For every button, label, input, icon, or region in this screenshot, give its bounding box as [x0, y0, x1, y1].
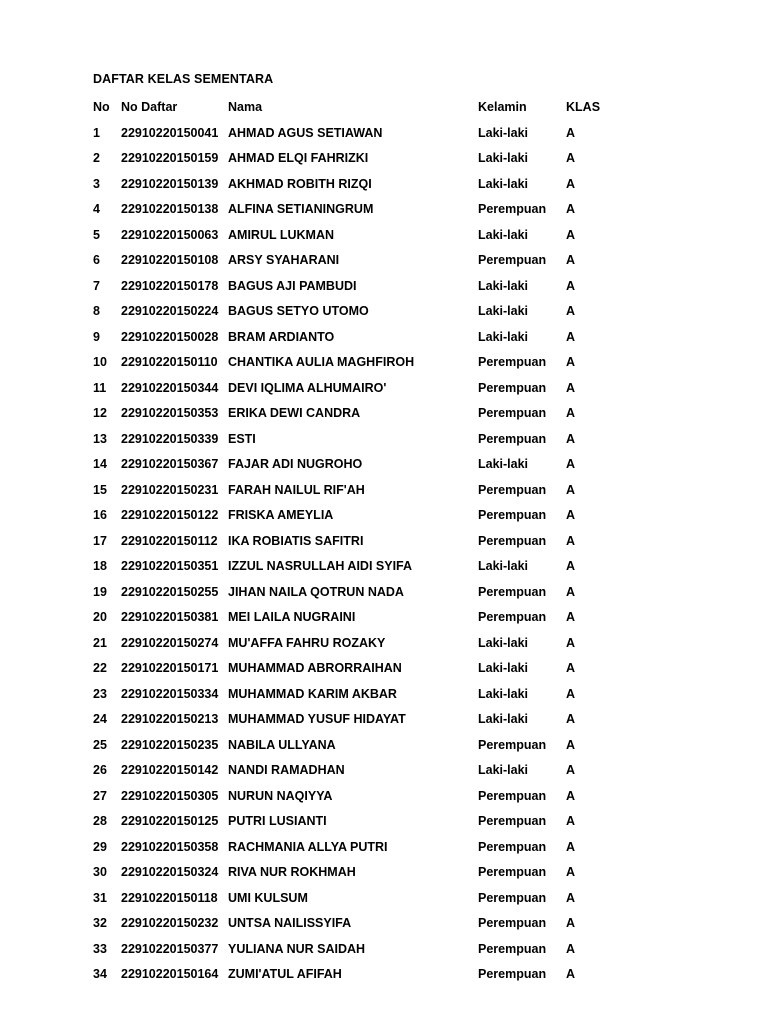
cell-no-daftar: 22910220150028	[121, 329, 219, 344]
cell-klas: A	[566, 967, 576, 981]
document-title: DAFTAR KELAS SEMENTARA	[93, 72, 274, 86]
cell-no: 11	[93, 380, 107, 395]
table-row	[93, 505, 653, 531]
cell-kelamin: Laki-laki	[478, 151, 529, 165]
table-row	[93, 352, 653, 378]
cell-klas: A	[566, 355, 576, 369]
cell-nama: ESTI	[228, 431, 256, 446]
cell-kelamin: Perempuan	[478, 916, 547, 930]
cell-nama: AKHMAD ROBITH RIZQI	[228, 176, 372, 191]
cell-kelamin: Perempuan	[478, 380, 547, 395]
table-row	[93, 301, 653, 327]
cell-kelamin: Perempuan	[478, 941, 547, 956]
table-row	[93, 633, 653, 659]
cell-no: 21	[93, 635, 107, 650]
cell-klas: A	[566, 253, 576, 267]
cell-kelamin: Perempuan	[478, 584, 547, 599]
cell-nama: FARAH NAILUL RIF'AH	[228, 482, 365, 497]
cell-nama: RIVA NUR ROKHMAH	[228, 865, 356, 879]
class-list-table	[93, 97, 653, 990]
cell-no: 33	[93, 941, 107, 956]
cell-no: 28	[93, 814, 107, 828]
header-kelamin: Kelamin	[478, 100, 527, 114]
cell-no-daftar: 22910220150110	[121, 355, 218, 369]
table-row	[93, 760, 653, 786]
cell-klas: A	[566, 202, 576, 216]
cell-kelamin: Laki-laki	[478, 329, 529, 344]
cell-klas: A	[566, 329, 576, 344]
cell-no: 19	[93, 584, 107, 599]
table-row	[93, 556, 653, 582]
cell-klas: A	[566, 712, 576, 726]
cell-nama: BRAM ARDIANTO	[228, 329, 335, 344]
cell-klas: A	[566, 941, 576, 956]
cell-kelamin: Laki-laki	[478, 661, 529, 675]
cell-no: 30	[93, 865, 107, 879]
table-row	[93, 837, 653, 863]
cell-klas: A	[566, 227, 576, 242]
cell-kelamin: Perempuan	[478, 890, 547, 905]
cell-klas: A	[566, 584, 576, 599]
cell-nama: DEVI IQLIMA ALHUMAIRO'	[228, 380, 387, 395]
cell-kelamin: Laki-laki	[478, 635, 529, 650]
cell-klas: A	[566, 661, 576, 675]
cell-no: 25	[93, 737, 107, 752]
cell-klas: A	[566, 686, 576, 701]
cell-nama: PUTRI LUSIANTI	[228, 814, 327, 828]
cell-nama: AHMAD AGUS SETIAWAN	[228, 125, 383, 140]
table-row	[93, 964, 653, 990]
cell-kelamin: Perempuan	[478, 814, 547, 828]
cell-kelamin: Laki-laki	[478, 712, 529, 726]
cell-nama: UMI KULSUM	[228, 890, 308, 905]
table-row	[93, 276, 653, 302]
cell-no-daftar: 22910220150351	[121, 559, 219, 573]
cell-no-daftar: 22910220150138	[121, 202, 219, 216]
cell-no-daftar: 22910220150339	[121, 431, 219, 446]
table-row	[93, 811, 653, 837]
cell-no: 26	[93, 763, 107, 777]
cell-no-daftar: 22910220150159	[121, 151, 219, 165]
cell-no-daftar: 22910220150334	[121, 686, 219, 701]
cell-no: 10	[93, 355, 107, 369]
header-no-daftar: No Daftar	[121, 100, 178, 114]
cell-nama: MEI LAILA NUGRAINI	[228, 610, 356, 624]
cell-no: 22	[93, 661, 107, 675]
table-row	[93, 862, 653, 888]
table-row	[93, 148, 653, 174]
cell-klas: A	[566, 304, 576, 318]
cell-no-daftar: 22910220150108	[121, 253, 219, 267]
table-row	[93, 480, 653, 506]
cell-nama: AMIRUL LUKMAN	[228, 227, 335, 242]
cell-nama: NABILA ULLYANA	[228, 737, 336, 752]
cell-kelamin: Laki-laki	[478, 278, 529, 293]
table-header-row	[93, 97, 653, 123]
cell-nama: MUHAMMAD KARIM AKBAR	[228, 686, 397, 701]
cell-kelamin: Perempuan	[478, 431, 547, 446]
cell-no-daftar: 22910220150063	[121, 227, 219, 242]
cell-nama: FAJAR ADI NUGROHO	[228, 457, 363, 471]
cell-nama: JIHAN NAILA QOTRUN NADA	[228, 584, 404, 599]
header-klas: KLAS	[566, 100, 601, 114]
cell-no-daftar: 22910220150274	[121, 635, 219, 650]
cell-nama: FRISKA AMEYLIA	[228, 508, 334, 522]
cell-klas: A	[566, 380, 576, 395]
header-no: No	[93, 100, 110, 114]
header-nama: Nama	[228, 100, 263, 114]
table-row	[93, 684, 653, 710]
cell-no-daftar: 22910220150118	[121, 890, 218, 905]
cell-klas: A	[566, 865, 576, 879]
cell-kelamin: Perempuan	[478, 610, 547, 624]
cell-no: 8	[93, 304, 100, 318]
cell-nama: ALFINA SETIANINGRUM	[228, 202, 374, 216]
cell-nama: UNTSA NAILISSYIFA	[228, 916, 352, 930]
cell-kelamin: Perempuan	[478, 533, 547, 548]
cell-no-daftar: 22910220150235	[121, 737, 219, 752]
cell-klas: A	[566, 839, 576, 854]
cell-no: 23	[93, 686, 107, 701]
cell-kelamin: Perempuan	[478, 355, 547, 369]
table-row	[93, 658, 653, 684]
cell-klas: A	[566, 278, 576, 293]
cell-nama: MUHAMMAD YUSUF HIDAYAT	[228, 712, 406, 726]
cell-no-daftar: 22910220150367	[121, 457, 219, 471]
table-row	[93, 531, 653, 557]
cell-no: 34	[93, 967, 107, 981]
cell-no: 18	[93, 559, 107, 573]
cell-kelamin: Laki-laki	[478, 227, 529, 242]
cell-no-daftar: 22910220150358	[121, 839, 219, 854]
cell-no: 4	[93, 202, 100, 216]
table-row	[93, 709, 653, 735]
cell-nama: CHANTIKA AULIA MAGHFIROH	[228, 355, 415, 369]
cell-klas: A	[566, 890, 576, 905]
cell-klas: A	[566, 788, 576, 803]
table-row	[93, 888, 653, 914]
cell-kelamin: Perempuan	[478, 482, 547, 497]
cell-no-daftar: 22910220150125	[121, 814, 219, 828]
cell-no-daftar: 22910220150122	[121, 508, 219, 522]
cell-nama: ERIKA DEWI CANDRA	[228, 406, 361, 420]
cell-no: 17	[93, 533, 107, 548]
cell-no-daftar: 22910220150213	[121, 712, 219, 726]
cell-no: 20	[93, 610, 107, 624]
cell-klas: A	[566, 431, 576, 446]
cell-klas: A	[566, 457, 576, 471]
table-row	[93, 939, 653, 965]
cell-kelamin: Perempuan	[478, 737, 547, 752]
cell-no: 24	[93, 712, 107, 726]
cell-kelamin: Laki-laki	[478, 457, 529, 471]
cell-no-daftar: 22910220150344	[121, 380, 219, 395]
cell-kelamin: Laki-laki	[478, 559, 529, 573]
cell-no: 27	[93, 788, 107, 803]
table-row	[93, 607, 653, 633]
cell-nama: ZUMI'ATUL AFIFAH	[228, 967, 342, 981]
cell-nama: IKA ROBIATIS SAFITRI	[228, 533, 364, 548]
cell-nama: AHMAD ELQI FAHRIZKI	[228, 151, 369, 165]
cell-klas: A	[566, 406, 576, 420]
table-row	[93, 250, 653, 276]
cell-no: 6	[93, 253, 100, 267]
cell-nama: ARSY SYAHARANI	[228, 253, 340, 267]
table-row	[93, 225, 653, 251]
cell-nama: MUHAMMAD ABRORRAIHAN	[228, 661, 402, 675]
cell-no-daftar: 22910220150164	[121, 967, 219, 981]
cell-no: 15	[93, 482, 107, 497]
cell-no-daftar: 22910220150232	[121, 916, 219, 930]
cell-nama: BAGUS SETYO UTOMO	[228, 304, 369, 318]
table-row	[93, 123, 653, 149]
cell-nama: BAGUS AJI PAMBUDI	[228, 278, 357, 293]
cell-nama: YULIANA NUR SAIDAH	[228, 941, 366, 956]
cell-kelamin: Perempuan	[478, 967, 547, 981]
cell-klas: A	[566, 916, 576, 930]
cell-no-daftar: 22910220150224	[121, 304, 219, 318]
table-row	[93, 913, 653, 939]
cell-no-daftar: 22910220150112	[121, 533, 218, 548]
cell-klas: A	[566, 508, 576, 522]
cell-no-daftar: 22910220150178	[121, 278, 219, 293]
cell-klas: A	[566, 763, 576, 777]
cell-klas: A	[566, 533, 576, 548]
cell-no: 2	[93, 151, 100, 165]
cell-klas: A	[566, 482, 576, 497]
table-row	[93, 786, 653, 812]
cell-kelamin: Perempuan	[478, 253, 547, 267]
cell-no: 5	[93, 227, 100, 242]
cell-nama: NURUN NAQIYYA	[228, 788, 333, 803]
cell-no-daftar: 22910220150324	[121, 865, 219, 879]
cell-no-daftar: 22910220150041	[121, 125, 219, 140]
cell-kelamin: Laki-laki	[478, 304, 529, 318]
cell-no-daftar: 22910220150377	[121, 941, 219, 956]
cell-kelamin: Perempuan	[478, 406, 547, 420]
table-row	[93, 174, 653, 200]
table-row	[93, 735, 653, 761]
table-row	[93, 429, 653, 455]
table-row	[93, 199, 653, 225]
cell-klas: A	[566, 151, 576, 165]
cell-no-daftar: 22910220150142	[121, 763, 219, 777]
cell-kelamin: Laki-laki	[478, 686, 529, 701]
cell-klas: A	[566, 610, 576, 624]
table-row	[93, 454, 653, 480]
cell-klas: A	[566, 125, 576, 140]
cell-no: 14	[93, 457, 107, 471]
cell-no: 29	[93, 839, 107, 854]
cell-kelamin: Laki-laki	[478, 125, 529, 140]
cell-no: 3	[93, 176, 100, 191]
cell-no: 13	[93, 431, 107, 446]
cell-kelamin: Laki-laki	[478, 176, 529, 191]
cell-nama: MU'AFFA FAHRU ROZAKY	[228, 635, 386, 650]
cell-klas: A	[566, 737, 576, 752]
cell-klas: A	[566, 176, 576, 191]
cell-kelamin: Perempuan	[478, 508, 547, 522]
cell-nama: RACHMANIA ALLYA PUTRI	[228, 839, 388, 854]
cell-no: 1	[93, 125, 100, 140]
cell-klas: A	[566, 559, 576, 573]
table-row	[93, 327, 653, 353]
cell-no-daftar: 22910220150171	[121, 661, 219, 675]
cell-kelamin: Laki-laki	[478, 763, 529, 777]
table-row	[93, 378, 653, 404]
cell-no: 12	[93, 406, 107, 420]
cell-no-daftar: 22910220150139	[121, 176, 219, 191]
cell-no-daftar: 22910220150231	[121, 482, 219, 497]
cell-klas: A	[566, 635, 576, 650]
cell-no: 31	[93, 890, 107, 905]
cell-no-daftar: 22910220150353	[121, 406, 219, 420]
cell-kelamin: Perempuan	[478, 839, 547, 854]
table-row	[93, 582, 653, 608]
cell-klas: A	[566, 814, 576, 828]
table-body	[93, 123, 653, 990]
cell-no: 16	[93, 508, 107, 522]
cell-no-daftar: 22910220150255	[121, 584, 219, 599]
cell-kelamin: Perempuan	[478, 865, 547, 879]
cell-kelamin: Perempuan	[478, 788, 547, 803]
cell-no: 9	[93, 329, 100, 344]
cell-no-daftar: 22910220150305	[121, 788, 219, 803]
cell-no: 32	[93, 916, 107, 930]
table-row	[93, 403, 653, 429]
cell-no: 7	[93, 278, 100, 293]
cell-nama: NANDI RAMADHAN	[228, 763, 345, 777]
cell-nama: IZZUL NASRULLAH AIDI SYIFA	[228, 559, 413, 573]
cell-no-daftar: 22910220150381	[121, 610, 219, 624]
cell-kelamin: Perempuan	[478, 202, 547, 216]
